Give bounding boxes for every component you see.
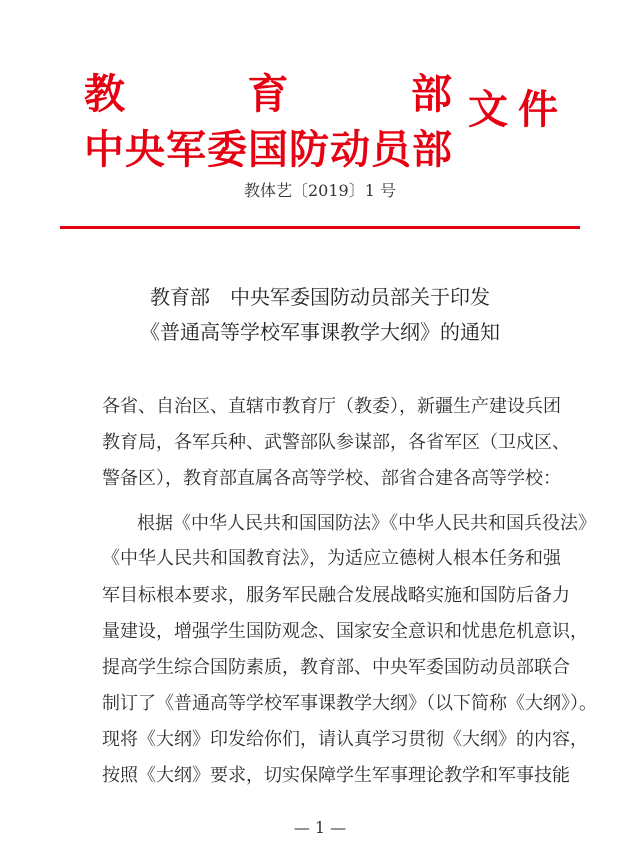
body-line: 各省、自治区、直辖市教育厅（教委），新疆生产建设兵团 (102, 396, 561, 417)
document-title-line-1: 教育部 中央军委国防动员部关于印发 (150, 285, 490, 309)
issuer-char: 部 (411, 70, 452, 118)
body-line: 按照《大纲》要求，切实保障学生军事理论教学和军事技能 (102, 765, 570, 786)
body-line: 教育局，各军兵种、武警部队参谋部，各省军区（卫戍区、 (102, 432, 570, 453)
body-line: 军目标根本要求，服务军民融合发展战略实施和国防后备力 (102, 585, 570, 606)
issuer-char: 教 (84, 70, 125, 118)
body-line: 提高学生综合国防素质，教育部、中央军委国防动员部联合 (102, 657, 570, 678)
issuer-line-ministry-of-education (84, 66, 452, 122)
document-number: 教体艺〔2019〕1 号 (244, 181, 396, 200)
issuer-char: 育 (247, 70, 289, 118)
body-line: 警备区），教育部直属各高等学校、部省合建各高等学校： (102, 468, 561, 489)
body-line: 现将《大纲》印发给你们，请认真学习贯彻《大纲》的内容， (102, 729, 588, 750)
red-divider-rule (60, 226, 580, 229)
body-line: 制订了《普通高等学校军事课教学大纲》（以下简称《大纲》）。 (102, 693, 597, 714)
body-line: 根据《中华人民共和国国防法》《中华人民共和国兵役法》 (137, 513, 596, 534)
document-type-label: 文件 (468, 87, 568, 133)
body-line: 量建设，增强学生国防观念、国家安全意识和忧患危机意识， (102, 621, 588, 642)
page-number: — 1 — (293, 818, 347, 837)
issuer-line-national-defense-mobilization: 中央军委国防动员部 (84, 127, 453, 173)
document-title-line-2: 《普通高等学校军事课教学大纲》的通知 (140, 320, 500, 344)
body-line: 《中华人民共和国教育法》，为适应立德树人根本任务和强 (102, 548, 561, 569)
